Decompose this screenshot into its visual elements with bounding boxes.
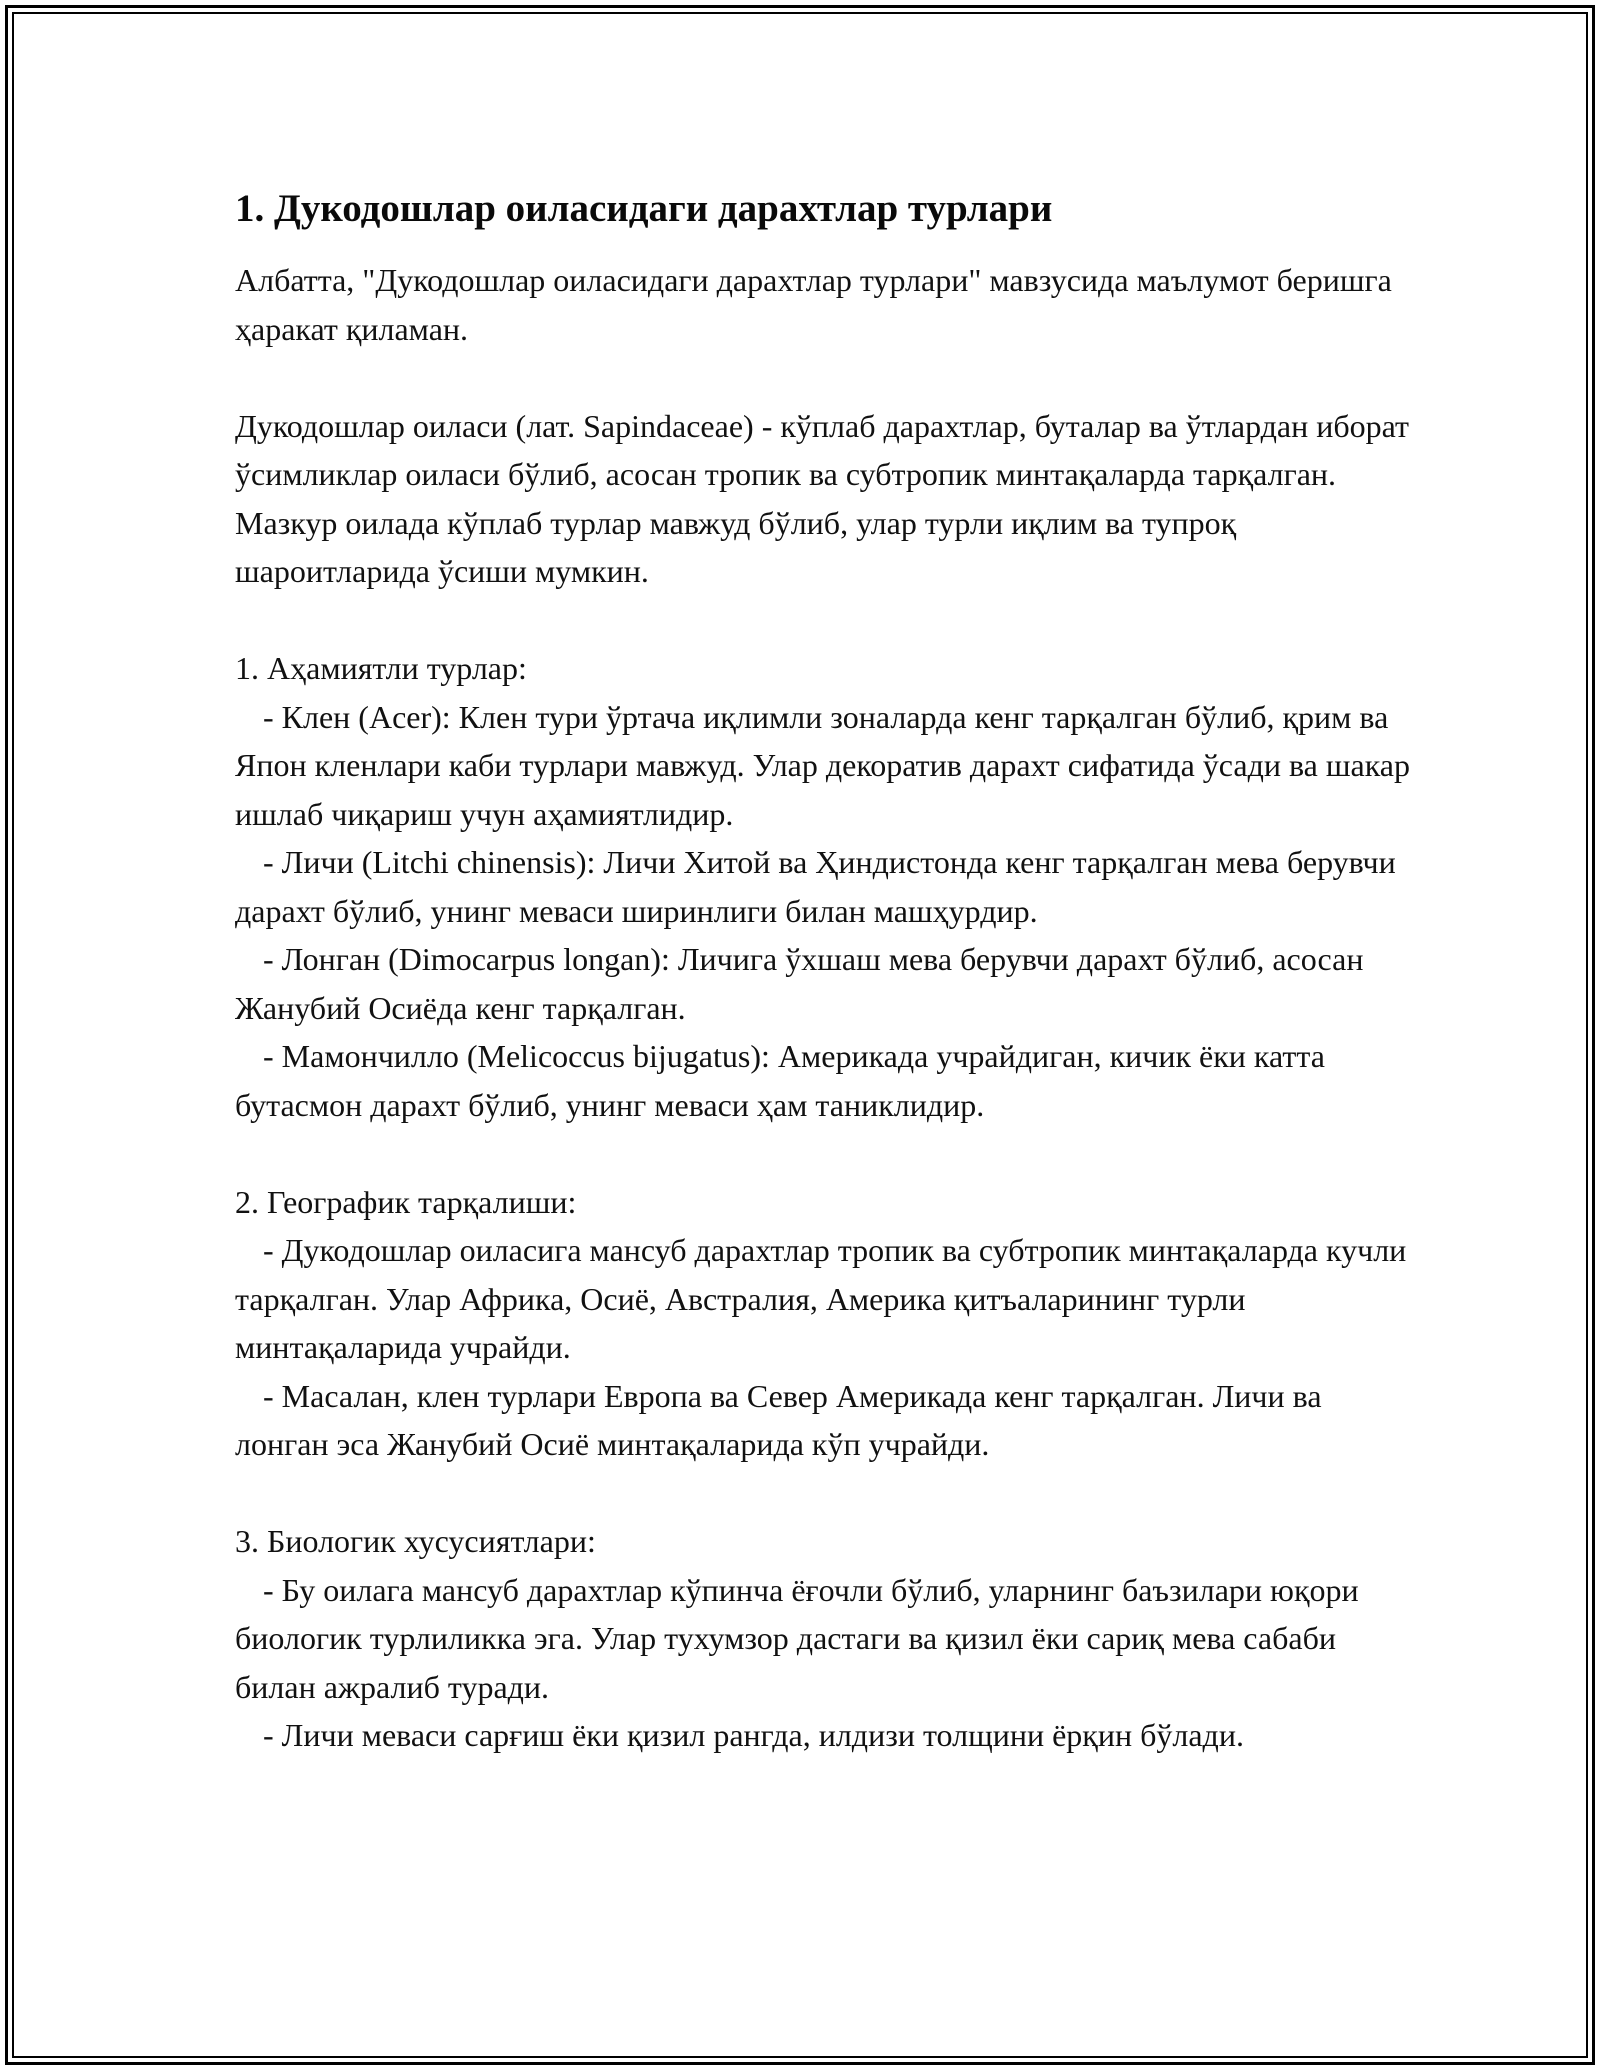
paragraph-gap bbox=[235, 1129, 1415, 1178]
list-item: - Клен (Acer): Клен тури ўртача иқлимли зоналарда кенг тарқалган бўлиб, қрим ва Япон кленлари каби турлари мавжуд. Улар декоратив дарахт сифатида ўсади ва шакар ишлаб чиқариш учун аҳамиятлидир. bbox=[235, 698, 1418, 832]
section-heading: 1. Аҳамиятли турлар: bbox=[235, 650, 527, 686]
section-important-species bbox=[235, 644, 1418, 1129]
paragraph-gap bbox=[235, 596, 1415, 645]
list-item: - Масалан, клен турлари Европа ва Север Америкада кенг тарқалган. Личи ва лонган эса Жанубий Осиё минтақаларида кўп учрайди. bbox=[235, 1377, 1330, 1462]
intro-paragraph: Албатта, "Дукодошлар оиласидаги дарахтлар турлари" мавзусида маълумот беришга ҳаракат қиламан. bbox=[235, 262, 1400, 347]
list-item: - Дукодошлар оиласига мансуб дарахтлар тропик ва субтропик минтақаларда кучли тарқалган. Улар Африка, Осиё, Австралия, Америка қитъаларининг турли минтақаларида учрайди. bbox=[235, 1232, 1415, 1365]
list-item: - Личи (Litchi chinensis): Личи Хитой ва Ҳиндистонда кенг тарқалган мева берувчи дарахт бўлиб, унинг меваси ширинлиги билан машҳурдир. bbox=[235, 844, 1404, 929]
section-geographic-distribution bbox=[235, 1178, 1415, 1469]
list-item: - Мамончилло (Melicoccus bijugatus): Америкада учрайдиган, кичик ёки катта бутасмон дарахт бўлиб, унинг меваси ҳам таниклидир. bbox=[235, 1038, 1333, 1123]
document-title: 1. Дукодошлар оиласидаги дарахтлар турлари bbox=[235, 187, 1053, 230]
section-biological-features bbox=[235, 1517, 1415, 1760]
list-item: - Бу оилага мансуб дарахтлар кўпинча ёғочли бўлиб, уларнинг баъзилари юқори биологик турлиликка эга. Улар тухумзор дастаги ва қизил ёки сариқ мева сабаби билан ажралиб туради. bbox=[235, 1571, 1367, 1705]
section-heading: 3. Биологик хусусиятлари: bbox=[235, 1523, 596, 1559]
paragraph-gap bbox=[235, 353, 1415, 402]
document-body bbox=[235, 185, 1418, 1760]
overview-paragraph: Дукодошлар оиласи (лат. Sapindaceae) - кўплаб дарахтлар, буталар ва ўтлардан иборат ўсимликлар оиласи бўлиб, асосан тропик ва субтропик минтақаларда тарқалган. Мазкур оилада кўплаб турлар мавжуд бўлиб, улар турли иқлим ва тупроқ шароитларида ўсиши мумкин. bbox=[235, 407, 1418, 589]
list-item: - Личи меваси сарғиш ёки қизил рангда, илдизи толщини ёрқин бўлади. bbox=[263, 1717, 1244, 1753]
paragraph-gap bbox=[235, 1469, 1415, 1518]
list-item: - Лонган (Dimocarpus longan): Личига ўхшаш мева берувчи дарахт бўлиб, асосан Жанубий Осиёда кенг тарқалган. bbox=[235, 941, 1372, 1026]
section-heading: 2. Географик тарқалиши: bbox=[235, 1183, 577, 1220]
